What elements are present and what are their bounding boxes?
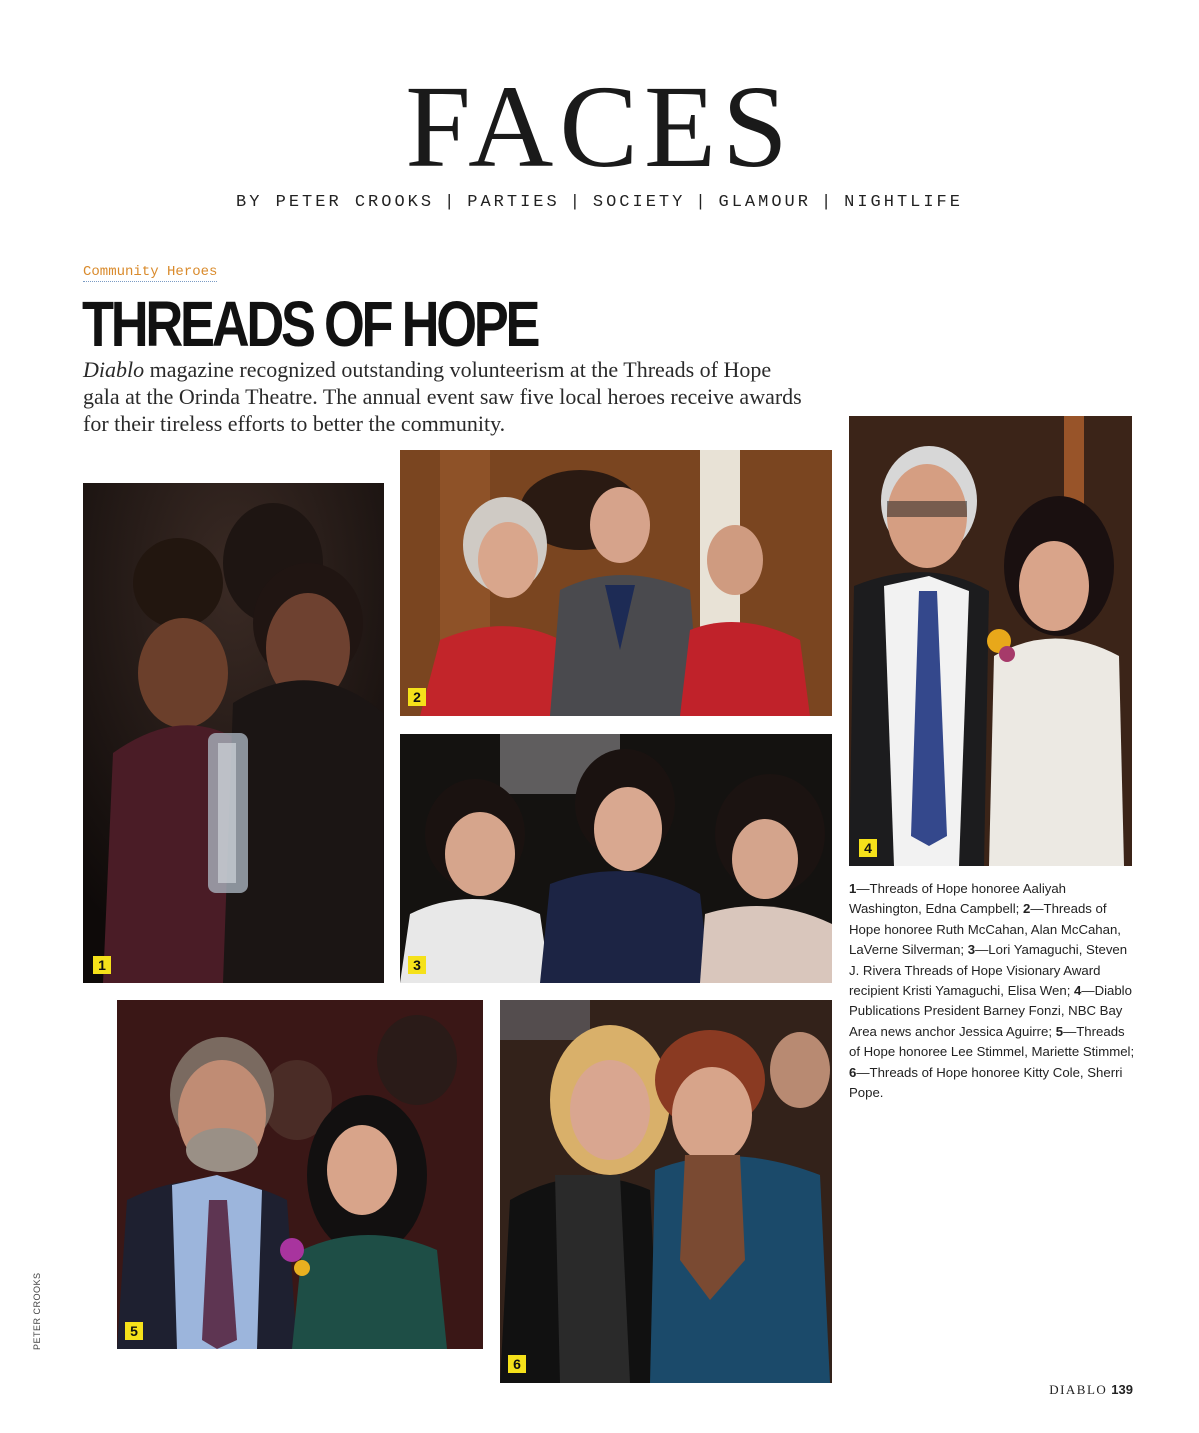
photo-number-badge: 2 [408,688,426,706]
photo-number-badge: 6 [508,1355,526,1373]
section-masthead: FACES [405,61,794,192]
nav-item-glamour: GLAMOUR [718,193,811,212]
photo-1-image [83,483,384,983]
photo-captions [849,879,1139,1103]
photo-1 [83,483,384,983]
photo-number-badge: 4 [859,839,877,857]
photo-5 [117,1000,483,1349]
caption-number: 3 [967,942,976,958]
caption-number: 4 [1074,983,1082,999]
page-folio [1049,1382,1133,1398]
article-headline: THREADS OF HOPE [82,288,538,360]
nav-separator: | [569,193,583,212]
nav-separator: | [695,193,709,212]
nav-item-society: SOCIETY [592,193,686,212]
photo-credit: PETER CROOKS [32,1272,42,1350]
nav-separator: | [444,193,458,212]
nav-item-nightlife: NIGHTLIFE [844,193,963,212]
photo-4-image [849,416,1132,866]
caption-text: —Threads of Hope honoree Lee Stimmel, Mariette Stimmel; [849,1023,1135,1060]
folio-publication: DIABLO [1049,1382,1108,1397]
photo-2 [400,450,832,716]
nav-separator: | [820,193,835,212]
caption-text: —Lori Yamaguchi, Steven J. Rivera Threads of Hope Visionary Award recipient Kristi Yamaguchi, Elisa Wen; [849,942,1128,999]
photo-number-badge: 5 [125,1322,143,1340]
dek-magazine-name: Diablo [83,357,145,382]
section-nav [0,193,1199,212]
folio-page-number: 139 [1111,1382,1133,1397]
photo-5-image [117,1000,483,1349]
photo-3 [400,734,832,983]
caption-number: 2 [1022,901,1031,917]
article-dek [83,356,803,437]
photo-6-image [500,1000,832,1383]
caption-text: —Threads of Hope honoree Ruth McCahan, Alan McCahan, LaVerne Silverman; [849,901,1121,958]
photo-4 [849,416,1132,866]
photo-number-badge: 1 [93,956,111,974]
caption-text: —Threads of Hope honoree Kitty Cole, Sherri Pope. [849,1064,1123,1101]
dek-text: magazine recognized outstanding volunteerism at the Threads of Hope gala at the Orinda Theatre. The annual event saw five local heroes receive awards for their tireless efforts to better the community. [83,357,802,436]
caption-text: —Diablo Publications President Barney Fonzi, NBC Bay Area news anchor Jessica Aguirre; [849,983,1132,1039]
nav-item-parties: PARTIES [467,193,560,212]
photo-2-image [400,450,832,716]
photo-number-badge: 3 [408,956,426,974]
caption-number: 6 [849,1064,857,1080]
photo-6 [500,1000,832,1383]
caption-number: 5 [1055,1023,1064,1039]
nav-item-byline: BY PETER CROOKS [236,193,435,212]
caption-number: 1 [849,881,857,896]
caption-text: —Threads of Hope honoree Aaliyah Washington, Edna Campbell; [849,881,1067,917]
photo-3-image [400,734,832,983]
article-kicker: Community Heroes [83,264,218,280]
